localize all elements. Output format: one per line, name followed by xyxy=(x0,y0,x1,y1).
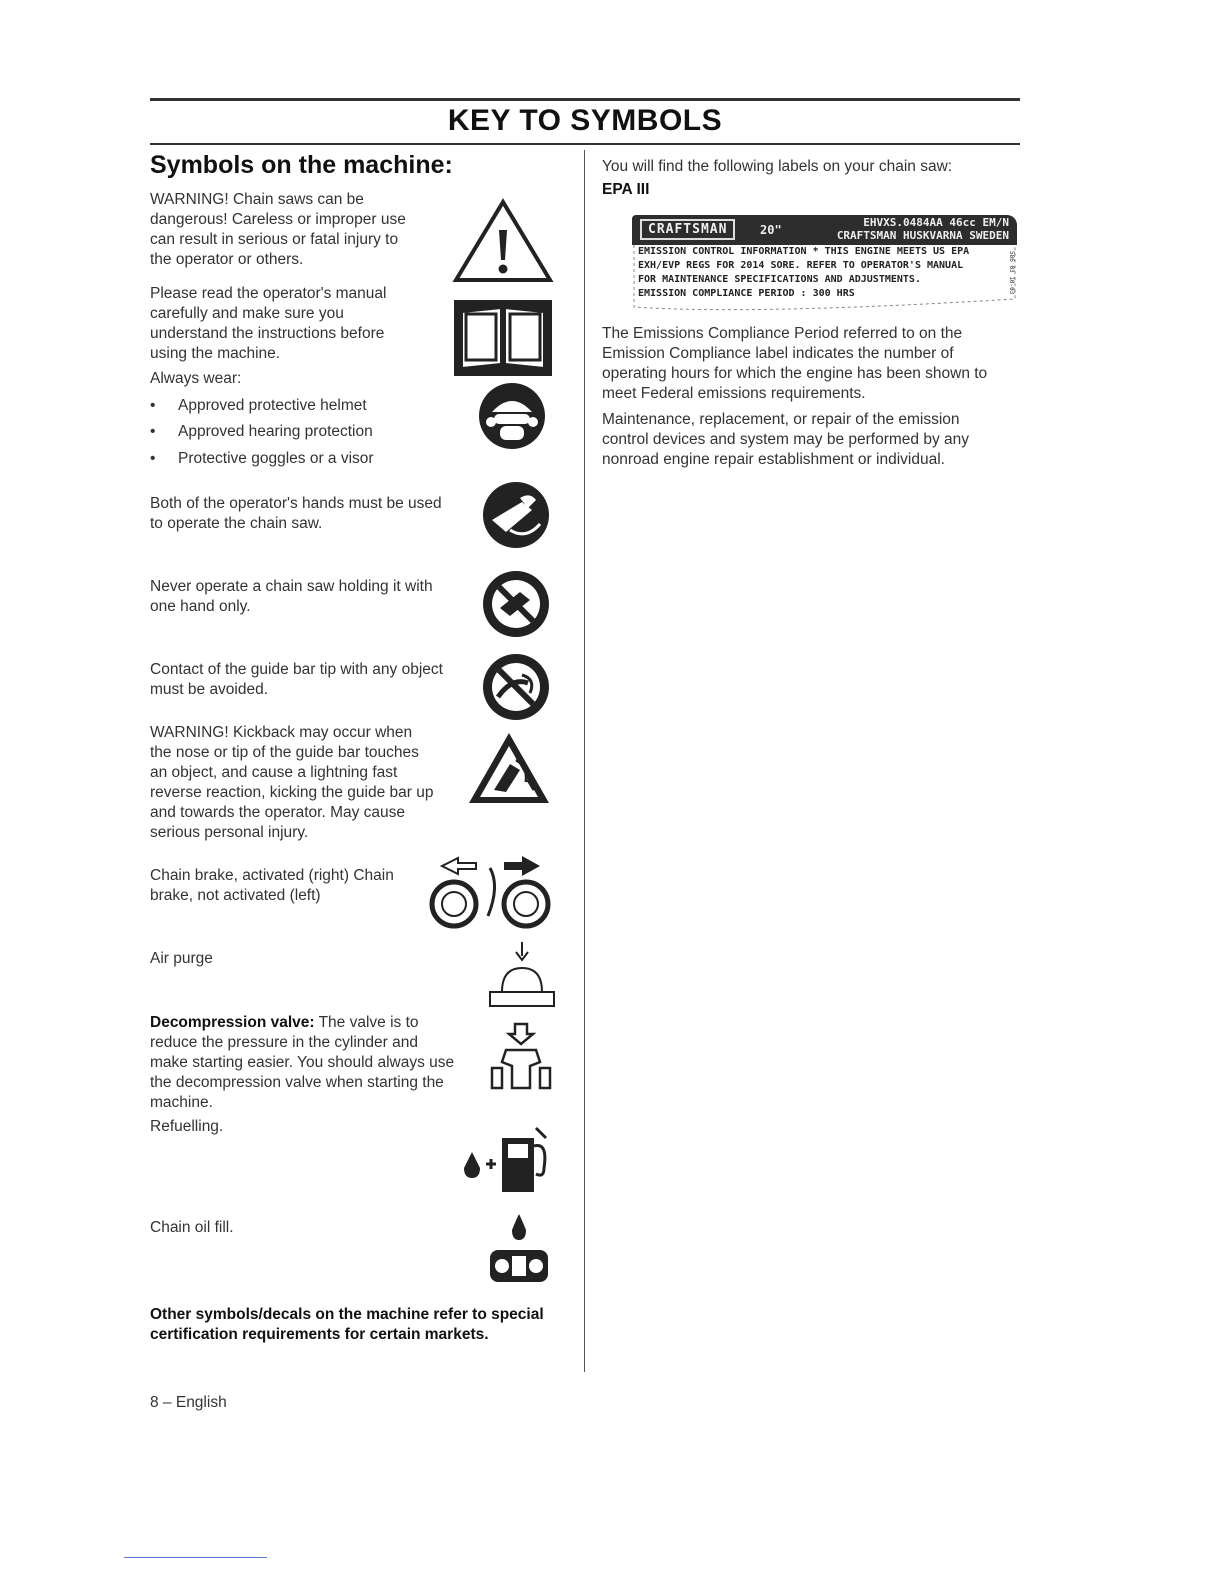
page-footer: 8 – English xyxy=(150,1394,227,1411)
top-rule xyxy=(150,98,1020,101)
epa-label: EPA III xyxy=(602,181,650,198)
chain-oil-icon xyxy=(482,1210,556,1286)
decompression-label: Decompression valve: xyxy=(150,1014,315,1031)
decompression-text: Decompression valve: The valve is to reduce the pressure in the cylinder and make starting easier. You should always use the decompression valve when starting the machine. xyxy=(150,1014,455,1111)
warning-triangle-icon xyxy=(452,198,554,284)
decal-bar-size: 20" xyxy=(760,223,782,237)
maintenance-text: Maintenance, replacement, or repair of the emission control devices and system may be performed by any nonroad engine repair establishment or individual. xyxy=(602,411,970,468)
decal-line: EMISSION COMPLIANCE PERIOD : 300 HRS xyxy=(638,288,855,299)
refuelling-text: Refuelling. xyxy=(150,1118,224,1135)
warning-text: WARNING! Chain saws can be dangerous! Careless or improper use can result in serious or fatal injury to the operator or others. xyxy=(150,191,406,268)
tip-contact-text: Contact of the guide bar tip with any object must be avoided. xyxy=(150,661,443,698)
read-manual-icon xyxy=(452,298,554,378)
decal-engine-code: EHVXS.0484AA 46cc EM/N CRAFTSMAN HUSKVARNA SWEDEN xyxy=(836,216,1009,242)
page-title: KEY TO SYMBOLS xyxy=(447,104,723,137)
title-rule xyxy=(150,143,1020,145)
no-tip-contact-icon xyxy=(482,653,550,721)
chain-brake-text: Chain brake, activated (right) Chain brake, not activated (left) xyxy=(150,867,394,904)
kickback-warning-icon xyxy=(466,730,552,806)
manual-text: Please read the operator's manual carefully and make sure you understand the instructions before using the machine. xyxy=(150,285,387,362)
chain-oil-text: Chain oil fill. xyxy=(150,1219,234,1236)
emissions-period-text: The Emissions Compliance Period referred to on the Emission Compliance label indicates the number of operating hours for which the engine has been shown to meet Federal emissions requirements. xyxy=(602,325,988,402)
other-symbols-note: Other symbols/decals on the machine refer to special certification requirements for certain markets. xyxy=(150,1306,544,1343)
column-divider xyxy=(584,150,585,1372)
always-wear-text: Always wear: xyxy=(150,370,242,387)
air-purge-icon xyxy=(488,940,556,1010)
protective-gear-icon xyxy=(478,382,546,450)
both-hands-text: Both of the operator's hands must be used to operate the chain saw. xyxy=(150,495,442,532)
list-item: • Approved protective helmet xyxy=(150,397,367,414)
two-hands-icon xyxy=(482,480,550,550)
decal-part-number: 586 03 10-03 xyxy=(1008,251,1015,295)
decompression-valve-icon xyxy=(486,1022,556,1092)
decal-brand: CRAFTSMAN xyxy=(640,219,735,240)
refuelling-icon xyxy=(452,1124,556,1196)
one-hand-text: Never operate a chain saw holding it with one hand only. xyxy=(150,578,433,615)
kickback-text: WARNING! Kickback may occur when the nose or tip of the guide bar touches an object, and cause a lightning fast reverse reaction, kicking the guide bar up and towards the operator. May cause serious personal injury. xyxy=(150,724,434,841)
no-one-hand-icon xyxy=(482,570,550,638)
decal-line: FOR MAINTENANCE SPECIFICATIONS AND ADJUSTMENTS. xyxy=(638,274,921,285)
decal-line: EXH/EVP REGS FOR 2014 SORE. REFER TO OPERATOR'S MANUAL xyxy=(638,260,964,271)
list-item: • Approved hearing protection xyxy=(150,423,373,440)
labels-intro: You will find the following labels on your chain saw: xyxy=(602,158,953,175)
section-heading: Symbols on the machine: xyxy=(150,151,453,179)
emission-decal xyxy=(632,215,1017,315)
list-item: • Protective goggles or a visor xyxy=(150,450,374,467)
chain-brake-icon xyxy=(428,856,554,930)
decal-line: EMISSION CONTROL INFORMATION * THIS ENGINE MEETS US EPA xyxy=(638,246,970,257)
bottom-link-line xyxy=(124,1557,267,1558)
air-purge-text: Air purge xyxy=(150,950,213,967)
